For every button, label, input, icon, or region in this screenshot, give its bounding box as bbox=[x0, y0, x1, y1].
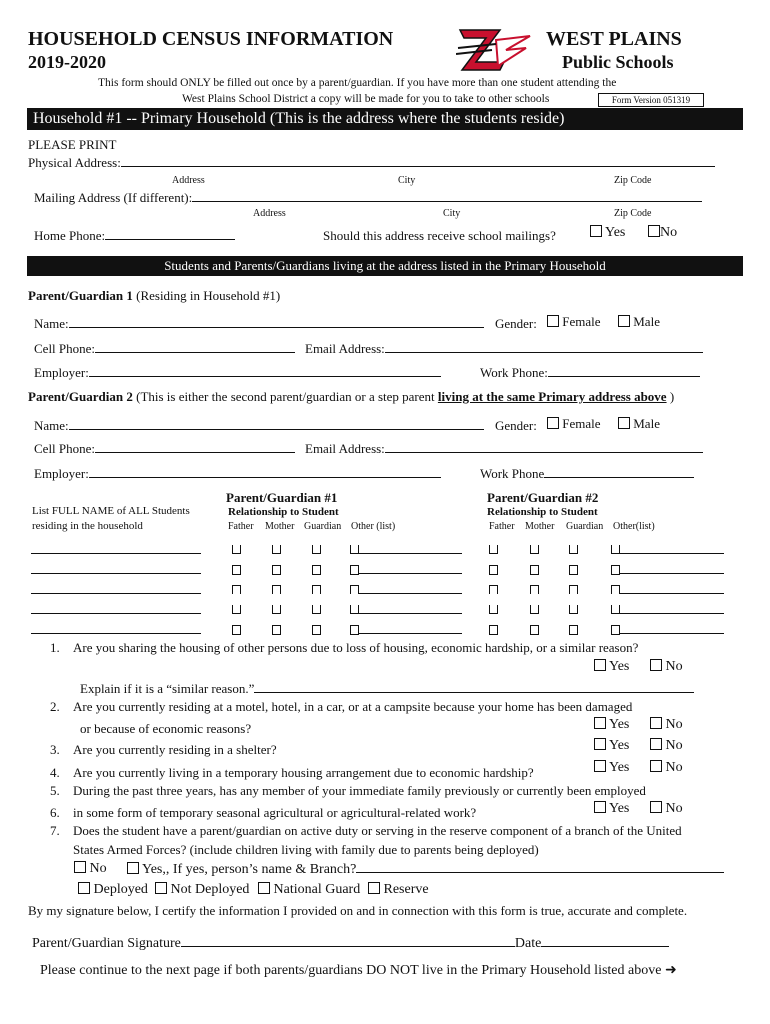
q1-yes bbox=[594, 659, 629, 675]
students-bar: Students and Parents/Guardians living at the address listed in the Primary Household bbox=[27, 256, 743, 276]
q4-yes-label: Yes bbox=[608, 760, 630, 775]
pg1-email-label: Email Address: bbox=[305, 341, 385, 356]
home-phone-label: Home Phone: bbox=[34, 228, 106, 243]
student-name-field[interactable] bbox=[31, 585, 201, 594]
q1-text: Are you sharing the housing of other persons due to loss of housing, economic hardship, or a similar reason? bbox=[73, 640, 639, 655]
pg2-relationship-checkbox[interactable] bbox=[530, 625, 539, 635]
deployed-label: Deployed bbox=[93, 882, 148, 897]
pg2-employer-field[interactable] bbox=[89, 466, 441, 478]
q4-number: 4. bbox=[50, 765, 60, 780]
pg2-relationship-checkbox[interactable] bbox=[611, 625, 620, 635]
q1-explain-field[interactable] bbox=[254, 681, 694, 693]
date-label: Date bbox=[514, 936, 542, 951]
q7-yes bbox=[127, 861, 724, 878]
mailing-address-caption: Address bbox=[253, 208, 286, 219]
pg1-employer-label: Employer: bbox=[34, 365, 89, 380]
deployed-option bbox=[78, 882, 148, 898]
mailings-no-checkbox[interactable] bbox=[648, 225, 660, 237]
pg1-heading bbox=[28, 288, 280, 304]
not-deployed-label: Not Deployed bbox=[170, 882, 250, 897]
q3-no-checkbox[interactable] bbox=[650, 738, 662, 750]
pg1-relationship-checkbox[interactable] bbox=[312, 545, 321, 554]
pg2-female-label: Female bbox=[562, 416, 601, 431]
intro-line-2: West Plains School District a copy will be made for you to take to other schools bbox=[182, 93, 550, 105]
pg2-relationship-checkbox[interactable] bbox=[489, 585, 498, 594]
q3-text: Are you currently residing in a shelter? bbox=[73, 742, 277, 757]
pg2-relationship-checkbox[interactable] bbox=[530, 565, 539, 575]
q4-no-checkbox[interactable] bbox=[650, 760, 662, 772]
q6-no-label: No bbox=[665, 801, 683, 816]
q2-no bbox=[650, 717, 683, 733]
school-sub: Public Schools bbox=[562, 52, 674, 72]
zip-caption: Zip Code bbox=[614, 175, 652, 186]
pg2-email-row bbox=[305, 441, 703, 457]
pg2-relationship-checkbox[interactable] bbox=[530, 605, 539, 614]
table-rel-head-2: Relationship to Student bbox=[487, 506, 598, 518]
please-print: PLEASE PRINT bbox=[28, 137, 117, 152]
table-pg1-head: Parent/Guardian #1 bbox=[226, 490, 338, 505]
student-name-field[interactable] bbox=[31, 625, 201, 634]
national-guard-option bbox=[258, 882, 360, 898]
q3-yes-checkbox[interactable] bbox=[594, 738, 606, 750]
q1-explain-label: Explain if it is a “similar reason.” bbox=[80, 681, 255, 696]
q4-no bbox=[650, 760, 683, 776]
reserve-checkbox[interactable] bbox=[368, 882, 380, 894]
pg2-work-label: Work Phone bbox=[480, 466, 545, 481]
form-version: Form Version 051319 bbox=[598, 93, 704, 107]
pg1-name-field[interactable] bbox=[69, 316, 484, 328]
pg2-relationship-checkbox[interactable] bbox=[489, 605, 498, 614]
pg1-col-other: Other (list) bbox=[351, 521, 396, 532]
pg1-relationship-checkbox[interactable] bbox=[312, 585, 321, 594]
pg2-relationship-checkbox[interactable] bbox=[489, 565, 498, 575]
pg1-employer-field[interactable] bbox=[89, 365, 441, 377]
q7-no-label: No bbox=[89, 861, 107, 876]
pg1-gender-label: Gender: bbox=[495, 316, 537, 331]
pg1-work-label: Work Phone: bbox=[480, 365, 548, 380]
continue-text: Please continue to the next page if both parents/guardians DO NOT live in the Primary Household listed above bbox=[40, 963, 662, 978]
q1-yes-label: Yes bbox=[608, 659, 630, 674]
q7-text-cont: States Armed Forces? (include children living with family due to parents being deployed) bbox=[73, 842, 539, 857]
pg1-cell-field[interactable] bbox=[95, 341, 295, 353]
q7-number: 7. bbox=[50, 823, 60, 838]
pg2-relationship-checkbox[interactable] bbox=[489, 625, 498, 635]
pg1-heading-note: (Residing in Household #1) bbox=[132, 288, 281, 303]
q2-text: Are you currently residing at a motel, hotel, in a car, or at a campsite because your home has been damaged bbox=[73, 699, 633, 714]
mailings-question: Should this address receive school mailings? bbox=[323, 228, 556, 243]
pg1-relationship-checkbox[interactable] bbox=[350, 565, 359, 575]
q6-no-checkbox[interactable] bbox=[650, 801, 662, 813]
pg1-relationship-checkbox[interactable] bbox=[232, 545, 241, 554]
pg2-other-field[interactable] bbox=[620, 545, 724, 554]
home-phone-field[interactable] bbox=[105, 228, 235, 240]
form-title: HOUSEHOLD CENSUS INFORMATION bbox=[28, 28, 394, 50]
pg1-other-field[interactable] bbox=[359, 625, 462, 634]
q7-yes-label: Yes,, If yes, person’s name & Branch? bbox=[141, 862, 357, 877]
mailings-no-label: No bbox=[660, 225, 678, 240]
pg2-col-mother: Mother bbox=[525, 521, 555, 532]
pg1-work-field[interactable] bbox=[548, 365, 700, 377]
pg1-male-label: Male bbox=[633, 314, 660, 329]
pg1-relationship-checkbox[interactable] bbox=[232, 625, 241, 635]
table-pg2-head: Parent/Guardian #2 bbox=[487, 490, 599, 505]
national-guard-checkbox[interactable] bbox=[258, 882, 270, 894]
signature-row bbox=[32, 935, 669, 952]
pg2-female-checkbox[interactable] bbox=[547, 417, 559, 429]
pg1-cell-row bbox=[34, 341, 295, 357]
pg1-email-field[interactable] bbox=[385, 341, 703, 353]
q1-number: 1. bbox=[50, 640, 60, 655]
pg2-employer-label: Employer: bbox=[34, 466, 89, 481]
q1-explain-row bbox=[80, 681, 694, 697]
signature-label: Parent/Guardian Signature bbox=[32, 936, 181, 951]
pg2-male bbox=[618, 416, 660, 432]
pg2-work-field[interactable] bbox=[544, 466, 694, 478]
pg2-name-field[interactable] bbox=[69, 418, 484, 430]
pg2-other-field[interactable] bbox=[620, 585, 724, 594]
q6-yes bbox=[594, 801, 629, 817]
pg1-employer-row bbox=[34, 365, 441, 381]
pg2-work-row bbox=[480, 466, 694, 482]
pg2-col-guardian: Guardian bbox=[566, 521, 604, 532]
pg1-relationship-checkbox[interactable] bbox=[272, 605, 281, 614]
pg2-col-father: Father bbox=[489, 521, 515, 532]
q1-no bbox=[650, 659, 683, 675]
pg1-relationship-checkbox[interactable] bbox=[350, 545, 359, 554]
pg2-relationship-checkbox[interactable] bbox=[611, 545, 620, 554]
q6-number: 6. bbox=[50, 805, 60, 820]
physical-address-label: Physical Address: bbox=[28, 155, 121, 170]
mailing-address-field[interactable] bbox=[192, 190, 702, 202]
physical-address-row bbox=[28, 155, 715, 171]
school-year: 2019-2020 bbox=[28, 52, 106, 72]
pg2-male-label: Male bbox=[633, 416, 660, 431]
mailing-city-caption: City bbox=[443, 208, 461, 219]
not-deployed-checkbox[interactable] bbox=[155, 882, 167, 894]
q7-no-checkbox[interactable] bbox=[74, 861, 86, 873]
q4-no-label: No bbox=[665, 760, 683, 775]
pg1-relationship-checkbox[interactable] bbox=[350, 585, 359, 594]
pg2-relationship-checkbox[interactable] bbox=[530, 545, 539, 554]
q4-text: Are you currently living in a temporary housing arrangement due to economic hardship? bbox=[73, 765, 534, 780]
pg1-col-guardian: Guardian bbox=[304, 521, 342, 532]
signature-field[interactable] bbox=[181, 935, 515, 947]
pg2-gender-label: Gender: bbox=[495, 418, 537, 433]
national-guard-label: National Guard bbox=[273, 882, 361, 897]
pg2-relationship-checkbox[interactable] bbox=[569, 605, 578, 614]
q2-yes-checkbox[interactable] bbox=[594, 717, 606, 729]
student-name-field[interactable] bbox=[31, 605, 201, 614]
pg1-col-mother: Mother bbox=[265, 521, 295, 532]
pg1-relationship-checkbox[interactable] bbox=[350, 625, 359, 635]
q7-yes-checkbox[interactable] bbox=[127, 862, 139, 874]
q7-text: Does the student have a parent/guardian on active duty or serving in the reserve component of a branch of the United bbox=[73, 823, 682, 838]
q7-no bbox=[74, 861, 107, 877]
q3-yes bbox=[594, 738, 629, 754]
q5-text: During the past three years, has any member of your immediate family previously or currently been employed bbox=[73, 783, 646, 798]
pg2-other-field[interactable] bbox=[620, 625, 724, 634]
pg2-heading bbox=[28, 389, 674, 405]
q6-yes-checkbox[interactable] bbox=[594, 801, 606, 813]
pg2-name-row bbox=[34, 418, 484, 434]
q1-no-label: No bbox=[665, 659, 683, 674]
mailings-yes bbox=[590, 225, 625, 241]
table-rel-head-1: Relationship to Student bbox=[228, 506, 339, 518]
pg2-other-field[interactable] bbox=[620, 565, 724, 574]
pg2-relationship-checkbox[interactable] bbox=[530, 585, 539, 594]
not-deployed-option bbox=[155, 882, 249, 898]
pg1-name-label: Name: bbox=[34, 316, 69, 331]
mailings-yes-label: Yes bbox=[604, 225, 626, 240]
pg2-col-other: Other(list) bbox=[613, 521, 655, 532]
q3-no bbox=[650, 738, 683, 754]
arrow-right-icon: ➜ bbox=[664, 963, 677, 978]
pg1-female-label: Female bbox=[562, 314, 601, 329]
q6-no bbox=[650, 801, 683, 817]
pg1-other-field[interactable] bbox=[359, 565, 462, 574]
pg2-name-label: Name: bbox=[34, 418, 69, 433]
mailing-address-label: Mailing Address (If different): bbox=[34, 190, 193, 205]
pg2-relationship-checkbox[interactable] bbox=[569, 545, 578, 554]
student-name-field[interactable] bbox=[31, 545, 201, 554]
q1-no-checkbox[interactable] bbox=[650, 659, 662, 671]
q2-text-cont: or because of economic reasons? bbox=[80, 721, 252, 736]
pg1-relationship-checkbox[interactable] bbox=[232, 565, 241, 575]
q3-no-label: No bbox=[665, 738, 683, 753]
pg1-relationship-checkbox[interactable] bbox=[232, 605, 241, 614]
pg2-email-field[interactable] bbox=[385, 441, 703, 453]
pg2-relationship-checkbox[interactable] bbox=[611, 565, 620, 575]
pg2-relationship-checkbox[interactable] bbox=[569, 585, 578, 594]
q6-yes-label: Yes bbox=[608, 801, 630, 816]
q4-yes-checkbox[interactable] bbox=[594, 760, 606, 772]
q2-no-checkbox[interactable] bbox=[650, 717, 662, 729]
q2-no-label: No bbox=[665, 717, 683, 732]
list-label-1: List FULL NAME of ALL Students bbox=[32, 505, 190, 517]
q4-yes bbox=[594, 760, 629, 776]
mailing-address-row bbox=[34, 190, 702, 206]
q2-yes-label: Yes bbox=[608, 717, 630, 732]
pg1-other-field[interactable] bbox=[359, 605, 462, 614]
pg1-other-field[interactable] bbox=[359, 585, 462, 594]
q7-branch-field[interactable] bbox=[356, 861, 724, 873]
pg1-relationship-checkbox[interactable] bbox=[312, 625, 321, 635]
pg1-relationship-checkbox[interactable] bbox=[272, 585, 281, 594]
pg2-relationship-checkbox[interactable] bbox=[569, 625, 578, 635]
pg1-female bbox=[547, 314, 601, 330]
pg1-relationship-checkbox[interactable] bbox=[350, 605, 359, 614]
pg1-col-father: Father bbox=[228, 521, 254, 532]
intro-line-1: This form should ONLY be filled out once by a parent/guardian. If you have more than one student attending the bbox=[98, 77, 617, 89]
reserve-label: Reserve bbox=[383, 882, 429, 897]
pg2-relationship-checkbox[interactable] bbox=[489, 545, 498, 554]
pg2-relationship-checkbox[interactable] bbox=[611, 585, 620, 594]
q6-text: in some form of temporary seasonal agricultural or agricultural-related work? bbox=[73, 805, 477, 820]
mailing-zip-caption: Zip Code bbox=[614, 208, 652, 219]
pg1-relationship-checkbox[interactable] bbox=[312, 565, 321, 575]
pg2-cell-label: Cell Phone: bbox=[34, 441, 96, 456]
pg1-relationship-checkbox[interactable] bbox=[232, 585, 241, 594]
pg1-relationship-checkbox[interactable] bbox=[272, 565, 281, 575]
pg1-relationship-checkbox[interactable] bbox=[272, 545, 281, 554]
pg1-female-checkbox[interactable] bbox=[547, 315, 559, 327]
pg2-heading-note: (This is either the second parent/guardian or a step parent bbox=[132, 389, 438, 404]
q3-number: 3. bbox=[50, 742, 60, 757]
school-name: WEST PLAINS bbox=[546, 28, 682, 50]
q2-yes bbox=[594, 717, 629, 733]
pg2-relationship-checkbox[interactable] bbox=[569, 565, 578, 575]
pg1-cell-label: Cell Phone: bbox=[34, 341, 96, 356]
q1-yes-checkbox[interactable] bbox=[594, 659, 606, 671]
pg2-relationship-checkbox[interactable] bbox=[611, 605, 620, 614]
home-phone-row bbox=[34, 228, 235, 244]
household-bar: Household #1 -- Primary Household (This is the address where the students reside) bbox=[27, 108, 743, 130]
pg2-email-label: Email Address: bbox=[305, 441, 385, 456]
pg2-heading-title: Parent/Guardian 2 bbox=[28, 389, 133, 404]
pg1-relationship-checkbox[interactable] bbox=[312, 605, 321, 614]
pg2-heading-end: ) bbox=[666, 389, 675, 404]
pg1-relationship-checkbox[interactable] bbox=[272, 625, 281, 635]
pg2-other-field[interactable] bbox=[620, 605, 724, 614]
pg1-email-row bbox=[305, 341, 703, 357]
pg1-male bbox=[618, 314, 660, 330]
address-caption: Address bbox=[172, 175, 205, 186]
pg2-cell-row bbox=[34, 441, 295, 457]
date-field[interactable] bbox=[541, 935, 669, 947]
pg2-heading-emphasis: living at the same Primary address above bbox=[437, 389, 667, 404]
pg1-heading-title: Parent/Guardian 1 bbox=[28, 288, 133, 303]
pg1-name-row bbox=[34, 316, 484, 332]
pg1-other-field[interactable] bbox=[359, 545, 462, 554]
reserve-option bbox=[368, 882, 429, 898]
pg2-male-checkbox[interactable] bbox=[618, 417, 630, 429]
mailings-no bbox=[648, 225, 677, 241]
mailings-yes-checkbox[interactable] bbox=[590, 225, 602, 237]
physical-address-field[interactable] bbox=[121, 155, 715, 167]
pg2-female bbox=[547, 416, 601, 432]
pg1-male-checkbox[interactable] bbox=[618, 315, 630, 327]
pg1-work-row bbox=[480, 365, 700, 381]
continue-note bbox=[40, 962, 677, 979]
zizzer-logo-icon bbox=[456, 26, 534, 74]
deployed-checkbox[interactable] bbox=[78, 882, 90, 894]
pg2-employer-row bbox=[34, 466, 441, 482]
q5-number: 5. bbox=[50, 783, 60, 798]
certify-text: By my signature below, I certify the information I provided on and in connection with this form is true, accurate and complete. bbox=[28, 903, 688, 918]
list-label-2: residing in the household bbox=[32, 520, 143, 532]
q2-number: 2. bbox=[50, 699, 60, 714]
pg2-cell-field[interactable] bbox=[95, 441, 295, 453]
city-caption: City bbox=[398, 175, 416, 186]
q3-yes-label: Yes bbox=[608, 738, 630, 753]
student-name-field[interactable] bbox=[31, 565, 201, 574]
